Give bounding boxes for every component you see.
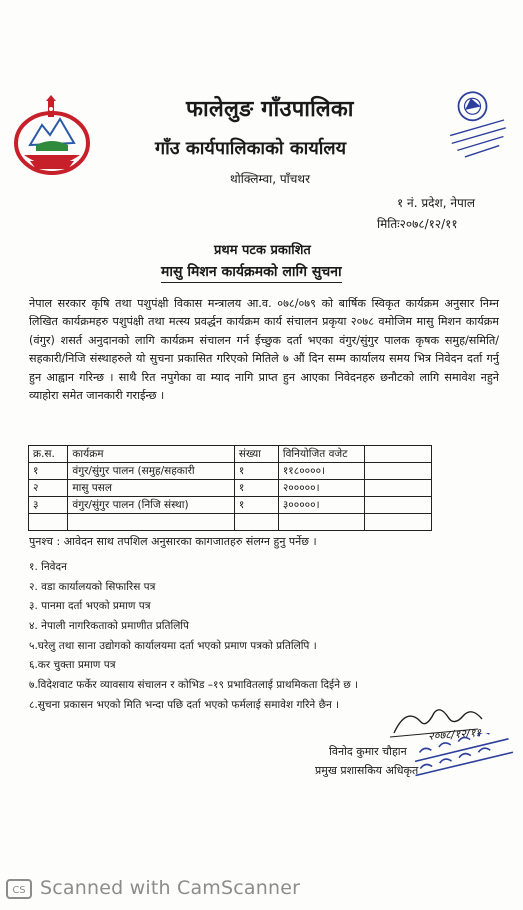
nepal-emblem-icon xyxy=(10,95,94,179)
camscanner-logo-icon xyxy=(6,879,32,899)
list-item: ६.कर चुक्ता प्रमाण पत्र xyxy=(29,659,116,672)
list-item: १. निवेदन xyxy=(29,561,67,573)
table-cell xyxy=(68,514,235,531)
table-cell xyxy=(365,514,432,531)
official-stamp-icon xyxy=(407,733,519,781)
table-header-cell: कार्यक्रम xyxy=(68,446,235,463)
table-cell: ३०००००। xyxy=(278,497,364,514)
table-cell: १ xyxy=(29,463,68,480)
signatory-name: विनोद कुमार चौहान xyxy=(329,745,407,758)
table-header-cell xyxy=(365,446,432,463)
table-header-row xyxy=(29,446,432,463)
table-row xyxy=(29,497,432,514)
list-item: ४. नेपाली नागरिकताको प्रमाणीत प्रतिलिपि xyxy=(29,620,189,633)
required-documents-list xyxy=(29,560,358,718)
program-table xyxy=(28,445,432,531)
table-cell: वंगुर/सुंगुर पालन (निजि संस्था) xyxy=(68,497,235,514)
table-cell: २०००००। xyxy=(278,480,364,497)
scanner-watermark: Scanned with CamScanner xyxy=(40,877,301,899)
table-cell: २ xyxy=(29,480,68,497)
list-item: २. वडा कार्यालयको सिफारिस पत्र xyxy=(29,580,156,593)
list-item: ७.विदेशवाट फर्केर व्यावसाय संचालन र कोभिड –१९ प्रभावितलाई प्राथमिकता दिईने छ । xyxy=(29,679,359,692)
svg-text:CS: CS xyxy=(12,885,26,896)
table-cell xyxy=(365,480,432,497)
office-address: थोक्लिम्वा, पाँचथर xyxy=(230,172,310,186)
table-cell: १ xyxy=(234,463,278,480)
office-name: फालेलुङ गाँउपालिका xyxy=(186,97,354,122)
table-cell xyxy=(29,514,68,531)
table-cell: १ xyxy=(234,480,278,497)
table-row xyxy=(29,514,432,531)
table-cell xyxy=(234,514,278,531)
table-row xyxy=(29,480,432,497)
table-header-cell: क्र.स. xyxy=(29,446,68,463)
list-item: ८.सुचना प्रकासन भएको मिति भन्दा पछि दर्ता भएको फर्मलाई समावेश गरिने छैन । xyxy=(29,698,340,711)
table-cell: ११८००००। xyxy=(278,463,364,480)
table-cell: ३ xyxy=(29,497,68,514)
office-seal-icon xyxy=(437,78,513,166)
table-cell xyxy=(365,463,432,480)
table-header-cell: संख्या xyxy=(234,446,278,463)
notice-date: मितिः२०७८/१२/११ xyxy=(377,217,458,231)
table-cell: १ xyxy=(234,497,278,514)
list-item: ५.घरेलु तथा साना उद्योगको कार्यालयमा दर्ता भएको प्रमाण पत्रको प्रतिलिपि । xyxy=(29,639,317,652)
handwritten-date: २०७८/१२/११ xyxy=(427,726,482,743)
table-cell: मासु पसल xyxy=(68,480,235,497)
table-row xyxy=(29,463,432,480)
list-item: ३. पानमा दर्ता भएको प्रमाण पत्र xyxy=(29,600,151,613)
notice-subtitle: प्रथम पटक प्रकाशित xyxy=(214,243,311,258)
notice-title: मासु मिशन कार्यक्रमको लागि सुचना xyxy=(161,262,342,283)
table-cell xyxy=(365,497,432,514)
province-label: १ नं. प्रदेश, नेपाल xyxy=(397,196,476,210)
table-header-cell: विनियोजित वजेट xyxy=(278,446,364,463)
table-cell xyxy=(278,514,364,531)
notice-body: नेपाल सरकार कृषि तथा पशुपंक्षी विकास मन्त्रालय आ.व. ०७८/०७९ को बार्षिक स्विकृत कार्यक्रम अनुसार निम्न लिखित कार्यक्रमहरु पशुपंक्षी तथा मत्स्य प्रवर्द्धन कार्यक्रम कार्य संचालन प्रकृया २०७८ वमोजिम मासु मिशन कार्यक्रम (वंगुर) शसर्त अनुदानको लागि कार्यक्रम संचालन गर्न ईच्छुक दर्ता भएका वंगुर/सुंगुर पालक कृषक समुह/समिति/सहकारी/निजि संस्थाहरुले यो सुचना प्रकासित गरिएको मितिले ७ औं दिन सम्म कार्यालय समय भित्र निवेदन दर्ता गर्नु हुन आह्वान गरिन्छ । साथै रित नपुगेका वा म्याद नागि प्राप्त हुन आएका निवेदनहरु छनौटको लागि समावेश नहुने व्याहोरा समेत जानकारी गराईन्छ । xyxy=(29,297,499,403)
postscript-note: पुनश्च : आवेदन साथ तपशिल अनुसारका कागजातहरु संलग्न हुनु पर्नेछ । xyxy=(29,535,317,548)
table-cell: वंगुर/सुंगुर पालन (समुह/सहकारी xyxy=(68,463,235,480)
signatory-post: प्रमुख प्रशासकिय अधिकृत xyxy=(315,764,419,777)
office-subtitle: गाँउ कार्यपालिकाको कार्यालय xyxy=(155,138,347,159)
